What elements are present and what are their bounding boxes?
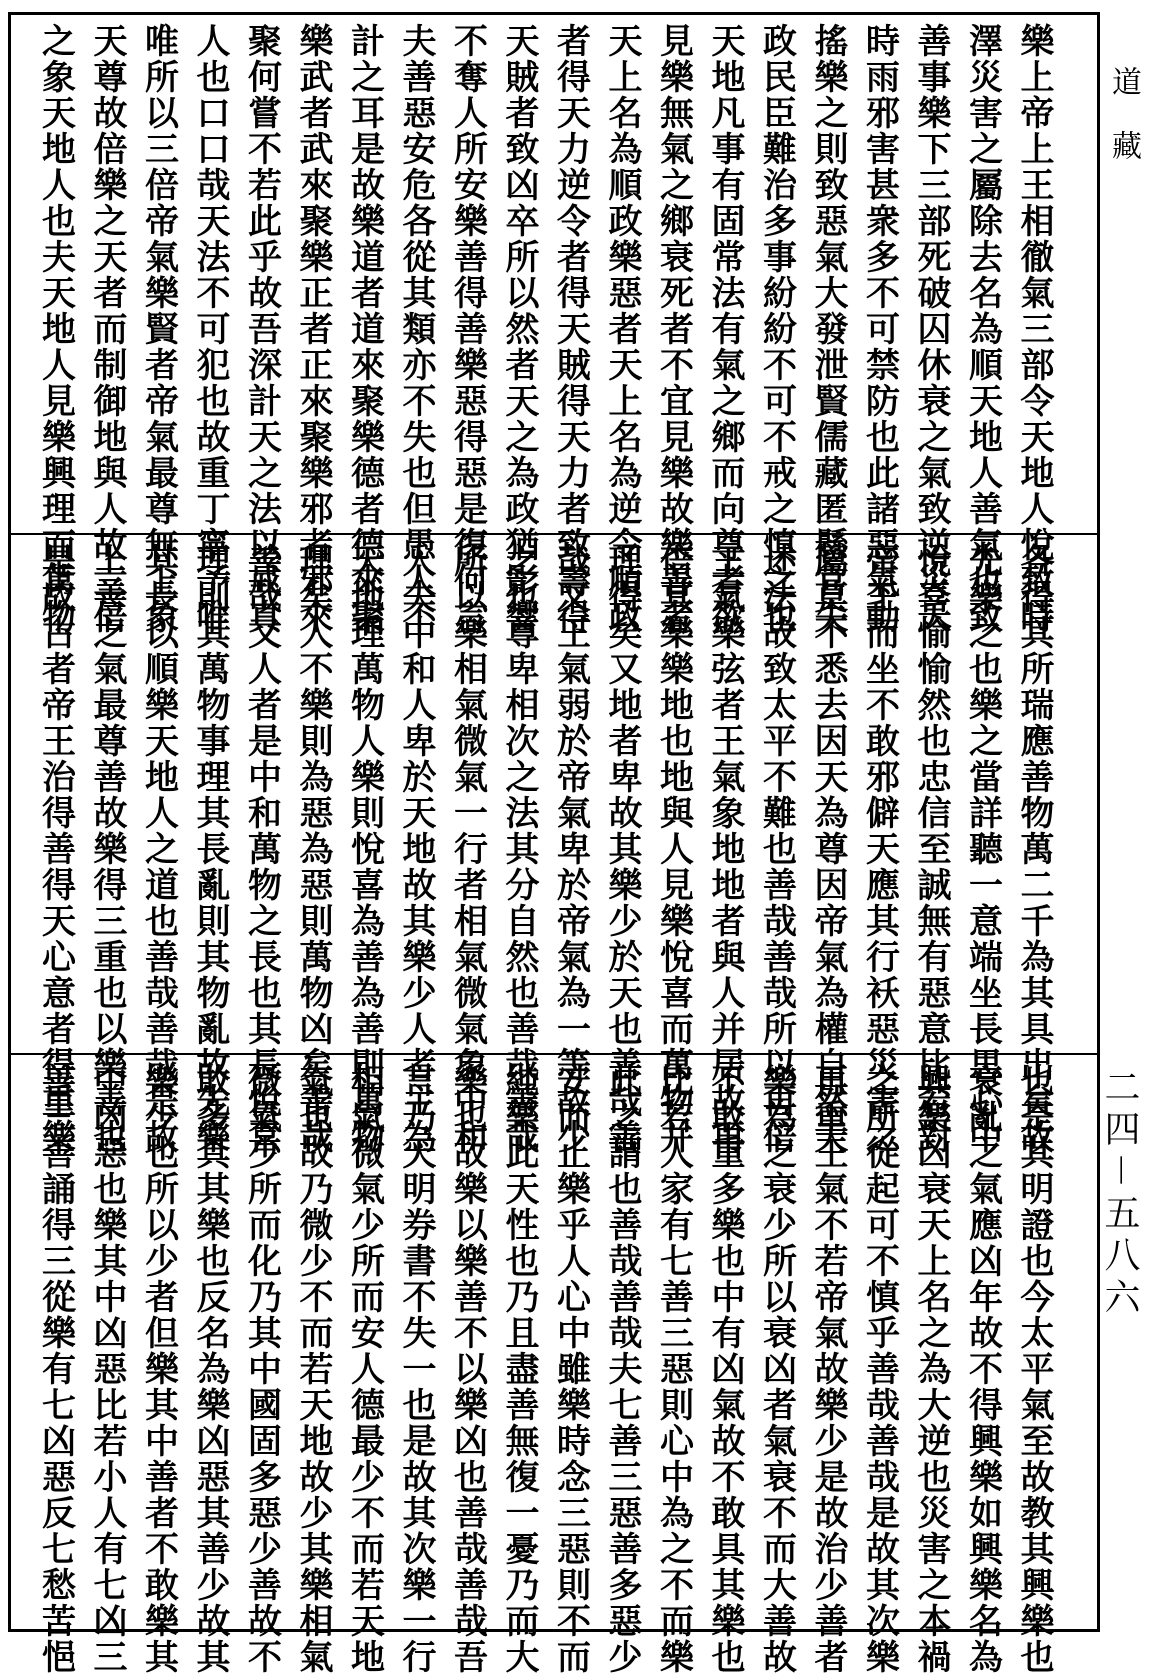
- text-column: 人也口口哉天法不可犯也故重丁寧予唯: [190, 23, 230, 635]
- text-column: 善三善誦得三從樂有七凶惡反七愁苦悒: [35, 1063, 76, 1675]
- text-column: 哉又王氣弱於帝氣卑於帝氣為一等故少: [550, 543, 591, 1155]
- text-column: 理得矣又地者卑故其樂少於天也善哉善: [602, 543, 642, 1155]
- text-column: 天地理萬物人樂則悅喜為善為善則萬物: [344, 543, 385, 1155]
- text-column: 之也尊卑相次之法其分自然也善哉善哉: [499, 543, 539, 1155]
- text-column: 此之謂也善哉善哉夫七善三惡善多惡少: [602, 1063, 642, 1675]
- text-column: 氣也故乃微少不而若天地故少其樂相氣: [293, 1063, 333, 1675]
- text-column: 天上名為順政樂惡者天上名為逆令順政: [602, 23, 642, 635]
- text-column: 唯所以三倍帝氣樂賢者帝氣最尊無上象: [138, 23, 179, 635]
- text-column: 悅喜愉愉然也忠信至誠無有惡意比若對: [911, 543, 951, 1155]
- text-column: 者得天力逆令者得天賊得天力者致壽得: [550, 23, 591, 635]
- text-column: 善哉又人者是中和萬物之長也其長悅喜: [241, 543, 282, 1155]
- text-column: 樂為之衰少所以衰凶者氣衰不而大善故: [756, 1063, 797, 1675]
- text-column: 不敢重多樂也中有凶氣故不敢具其樂也: [705, 1063, 745, 1675]
- text-column: 之所從起可不慎乎善哉善哉是故其次樂: [859, 1063, 900, 1675]
- text-column: 搖樂之則致惡氣大發泄賢儒藏匿懸官失: [808, 23, 848, 635]
- panel-top: [11, 15, 1097, 635]
- panel-middle: [11, 535, 1097, 1155]
- text-column: 理矣人不樂則為惡為惡則萬物凶矣善哉: [293, 543, 333, 1155]
- text-column: 屬莫不悉去因天為尊因帝氣為權自然天: [808, 543, 848, 1155]
- text-column: 天尊故倍樂之天者而制御地與人故三倍: [87, 23, 127, 635]
- page-number: 二四－五八六: [1099, 1068, 1140, 1321]
- text-column: 樂上帝上王相徹氣三部令天地人悅致時: [1014, 23, 1054, 635]
- text-column: 相氣微氣少所而安人德最少不而若天地: [344, 1063, 385, 1675]
- text-column: 再重王氣不若帝氣故樂少是故治少善者: [808, 1063, 848, 1675]
- text-column: 人夫中和人卑於天地故其樂少人者主為: [396, 543, 436, 1155]
- text-column: 倍其樂樂地也地與人見樂悅喜而萬物并: [653, 543, 694, 1155]
- text-column: 純樂此天性也乃且盡善無復一憂乃而大: [499, 1063, 539, 1675]
- text-column: 也是其明證也今太平氣至故教其興樂也: [1014, 1063, 1054, 1675]
- text-column: 比若人家有七善三惡則心中為之不而樂: [653, 1063, 694, 1675]
- text-column: 理則其萬物事理其長亂則其物亂故先樂: [190, 543, 230, 1155]
- text-column: 敢多具其樂也反名為樂凶惡其善少故其: [190, 1063, 230, 1675]
- text-column: 之象天地人也夫天地人見樂興理而萬物: [35, 23, 76, 635]
- text-column: 微氣少所而化乃其中國固多惡少善故不: [241, 1063, 282, 1675]
- text-column: 不奪人所安樂善得善樂惡得惡是復何言: [447, 23, 488, 635]
- text-column: 上善之氣最尊善故樂得三重也以樂善也: [87, 543, 127, 1155]
- panel-bottom: [11, 1055, 1097, 1675]
- text-column: 所以樂相氣微氣一行者相氣微氣象中和: [447, 543, 488, 1155]
- text-column: 帝王而坐不敢邪僻天應其行袄惡災害之: [859, 543, 900, 1155]
- text-column: 政民臣難治多事紛紛不可不戒之慎之也: [756, 23, 797, 635]
- page-frame: [8, 12, 1100, 1675]
- text-column: 天賊者致凶卒所以然者天之為政猶影響: [499, 23, 539, 635]
- text-column: 言乃天明券書不失一也是故其次樂一行: [396, 1063, 436, 1675]
- text-column: 天地凡事有固常法有氣之鄉而向尊者欲: [705, 23, 745, 635]
- text-column: 先樂之也樂之當詳聽一意端坐長思心中: [962, 543, 1003, 1155]
- collection-title: 道藏: [1106, 66, 1141, 194]
- text-column: 王氣樂弦者王氣象地地者與人并居故再: [705, 543, 745, 1155]
- text-column: 樂也故樂以樂善不以樂凶也善哉善哉吾: [447, 1063, 488, 1675]
- text-column: 是故古者帝王治得善得天心意者得重樂: [35, 543, 76, 1155]
- text-column: 各得其所瑞應善物萬二千為其具出矣故: [1014, 543, 1054, 1155]
- text-column: 計之耳是故樂道者道來聚樂德者德來聚: [344, 23, 385, 635]
- text-column: 聚何嘗不若此乎故吾深計天之法以戒真: [241, 23, 282, 635]
- text-column: 衰亂之氣應凶年故不得興樂如興樂名為: [962, 1063, 1003, 1675]
- text-column: 興樂凶衰天上名之為大逆也災害之本禍: [911, 1063, 951, 1675]
- text-column: 安而止樂乎人心中雖樂時念三惡則不而: [550, 1063, 591, 1675]
- text-column: 時雨邪害甚衆多不可禁防也此諸惡氣動: [859, 23, 900, 635]
- text-column: 樂少也所以少者但樂其中善者不敢樂其: [138, 1063, 179, 1675]
- text-column: 中凶惡也樂其中凶惡比若小人有七凶三: [87, 1063, 127, 1675]
- text-column: 善事樂下三部死破囚休衰之氣致逆災夭: [911, 23, 951, 635]
- text-column: 樂武者武來聚樂正者正來聚樂邪者邪來: [293, 23, 333, 635]
- text-column: 澤災害之屬除去名為順天地人善氣也致: [962, 23, 1003, 635]
- text-column: 述法故致太平不難也善哉善哉所以再倍: [756, 543, 797, 1155]
- text-column: 見樂無氣之鄉衰死者不宜見樂故樂善者: [653, 23, 694, 635]
- text-column: 夫善惡安危各從其類亦不失也但愚人不: [396, 23, 436, 635]
- text-column: 其長以順樂天地人之道也善哉善哉是故: [138, 543, 179, 1155]
